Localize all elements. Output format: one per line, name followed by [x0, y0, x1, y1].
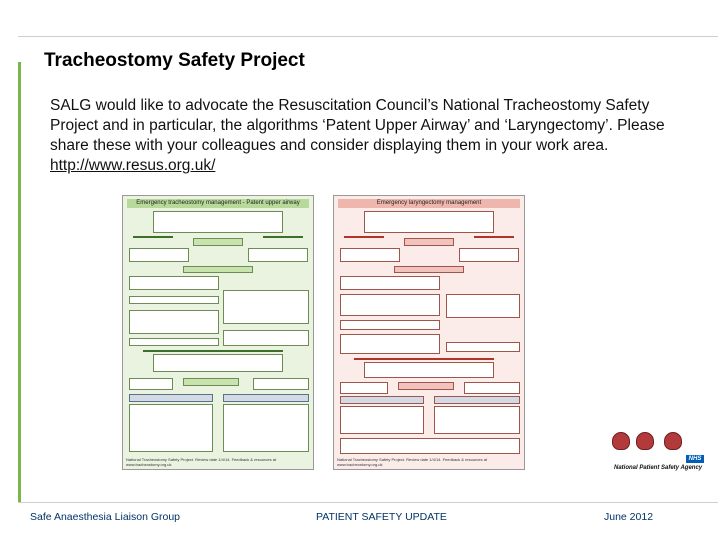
flow-box	[364, 211, 494, 233]
flow-arrow	[143, 350, 283, 352]
flow-arrow	[474, 236, 514, 238]
flow-box	[398, 382, 454, 390]
flow-box	[446, 294, 520, 318]
royal-college-crest-icon	[612, 432, 630, 450]
flow-box	[223, 404, 309, 452]
flow-box	[340, 406, 424, 434]
flow-box	[446, 342, 520, 352]
flow-box	[340, 382, 388, 394]
resus-link[interactable]: http://www.resus.org.uk/	[50, 157, 216, 174]
accent-bar	[18, 62, 21, 502]
flow-box	[364, 362, 494, 378]
flow-box	[253, 378, 309, 390]
footer-divider	[18, 502, 718, 503]
algorithm-footer: National Tracheostomy Safety Project. Review date 1/4/14. Feedback & resources at www.tracheostomy.org.uk	[337, 457, 488, 467]
flow-arrow	[263, 236, 303, 238]
flow-box	[340, 438, 520, 454]
flow-arrow	[354, 358, 494, 360]
flow-box	[129, 296, 219, 304]
slide-body	[50, 96, 700, 176]
laryngectomy-algorithm-image	[333, 195, 525, 470]
slide-title: Tracheostomy Safety Project	[44, 50, 305, 71]
flow-box	[340, 248, 400, 262]
flow-box	[183, 266, 253, 273]
flow-box	[434, 406, 520, 434]
flow-box	[129, 378, 173, 390]
society-crest-icon	[664, 432, 682, 450]
flow-box	[153, 211, 283, 233]
algorithm-title: Emergency tracheostomy management - Patent upper airway	[127, 199, 309, 208]
flow-arrow	[133, 236, 173, 238]
flow-box	[183, 378, 239, 386]
algorithm-title: Emergency laryngectomy management	[338, 199, 520, 208]
flow-box	[340, 396, 424, 404]
flow-box	[129, 404, 213, 452]
footer-organisation: Safe Anaesthesia Liaison Group	[30, 511, 181, 523]
footer-title: PATIENT SAFETY UPDATE	[316, 511, 447, 523]
flow-box	[129, 276, 219, 290]
flow-box	[340, 320, 440, 330]
flow-box	[434, 396, 520, 404]
flow-box	[129, 338, 219, 346]
flow-box	[340, 294, 440, 316]
association-crest-icon	[636, 432, 654, 450]
flow-box	[464, 382, 520, 394]
algorithm-footer: National Tracheostomy Safety Project. Review date 1/4/14. Feedback & resources at www.tracheostomy.org.uk	[126, 457, 277, 467]
flow-box	[153, 354, 283, 372]
nhs-logo: NHS	[686, 455, 704, 463]
flow-arrow	[344, 236, 384, 238]
flow-box	[223, 330, 309, 346]
flow-box	[459, 248, 519, 262]
flow-box	[129, 394, 213, 402]
flow-box	[248, 248, 308, 262]
npsa-logo-text: National Patient Safety Agency	[614, 465, 703, 471]
patent-airway-algorithm-image	[122, 195, 314, 470]
flow-box	[129, 310, 219, 334]
flow-box	[340, 334, 440, 354]
footer-date: June 2012	[604, 511, 654, 523]
flow-box	[223, 394, 309, 402]
flow-box	[394, 266, 464, 273]
body-paragraph: SALG would like to advocate the Resuscitation Council’s National Tracheostomy Safety Project and in particular, the algorithms ‘Patent Upper Airway’ and ‘Laryngectomy’. Please share these with your colleagues and consider displaying them in your work area.	[50, 97, 665, 154]
flow-box	[340, 276, 440, 290]
flow-box	[129, 248, 189, 262]
flow-box	[223, 290, 309, 324]
top-divider	[18, 36, 718, 37]
flow-box	[193, 238, 243, 246]
flow-box	[404, 238, 454, 246]
